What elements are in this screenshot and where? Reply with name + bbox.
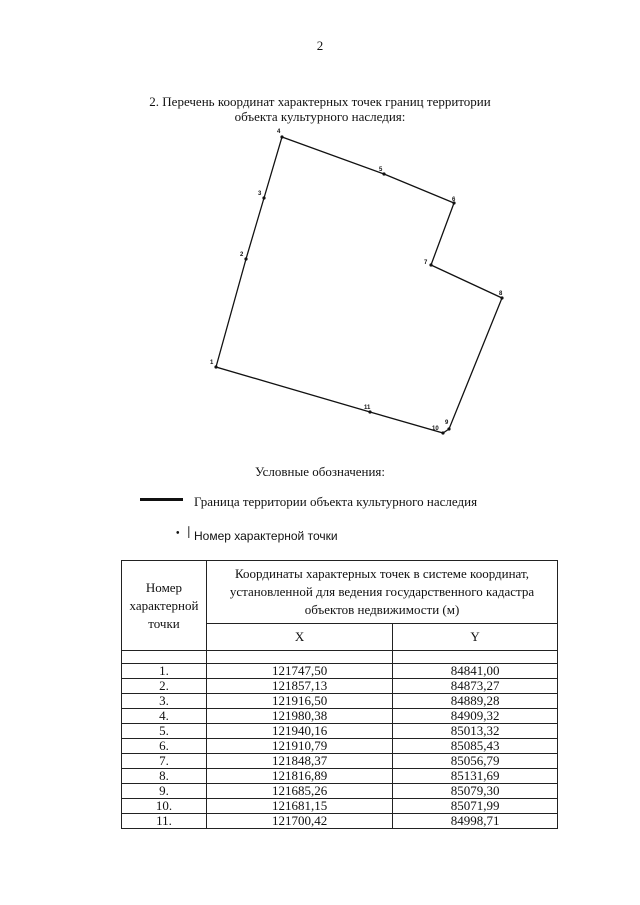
- point-markers: [210, 129, 504, 435]
- point-marker: [280, 135, 283, 138]
- cell-y: 85013,32: [393, 724, 558, 739]
- cell-y: 85079,30: [393, 784, 558, 799]
- table-row: [122, 754, 558, 769]
- cell-point-number: 9.: [122, 784, 207, 799]
- table-row: [122, 769, 558, 784]
- cell-x: 121848,37: [207, 754, 393, 769]
- coordinates-table: [121, 560, 558, 829]
- cell-point-number: 8.: [122, 769, 207, 784]
- cell-x: 121940,16: [207, 724, 393, 739]
- cell-point-number: 11.: [122, 814, 207, 829]
- cell-x: 121681,15: [207, 799, 393, 814]
- point-label: 9: [445, 420, 449, 426]
- cell-point-number: 3.: [122, 694, 207, 709]
- cell-y: 85131,69: [393, 769, 558, 784]
- cell-x: 121910,79: [207, 739, 393, 754]
- cell-point-number: 6.: [122, 739, 207, 754]
- legend-title: Условные обозначения:: [254, 464, 386, 479]
- legend-point-symbol: • ׀: [176, 528, 194, 539]
- cell-y: 85071,99: [393, 799, 558, 814]
- table-row: [122, 694, 558, 709]
- table-row: [122, 739, 558, 754]
- point-marker: [214, 365, 217, 368]
- table-row: [122, 709, 558, 724]
- point-label: 2: [240, 252, 244, 258]
- page-number: 2: [316, 38, 324, 53]
- cell-point-number: 5.: [122, 724, 207, 739]
- table-row: [122, 784, 558, 799]
- cell-x: 121700,42: [207, 814, 393, 829]
- cell-point-number: 4.: [122, 709, 207, 724]
- cell-point-number: 7.: [122, 754, 207, 769]
- point-marker: [429, 263, 432, 266]
- cell-y: 85085,43: [393, 739, 558, 754]
- cell-y: 84998,71: [393, 814, 558, 829]
- table-row: [122, 724, 558, 739]
- point-label: 11: [364, 405, 371, 411]
- cell-x: 121685,26: [207, 784, 393, 799]
- spacer-row: [122, 651, 558, 664]
- table-row: [122, 799, 558, 814]
- legend-point-label: Номер характерной точки: [194, 529, 338, 543]
- table-row: [122, 664, 558, 679]
- point-label: 6: [452, 197, 456, 203]
- point-label: 7: [424, 260, 428, 266]
- cell-x: 121857,13: [207, 679, 393, 694]
- point-label: 8: [499, 291, 503, 297]
- cell-y: 84873,27: [393, 679, 558, 694]
- boundary-polygon: [216, 137, 502, 433]
- point-label: 1: [210, 360, 214, 366]
- heading-line-1: 2. Перечень координат характерных точек границ территории: [149, 94, 491, 109]
- legend-boundary-label: Граница территории объекта культурного наследия: [194, 494, 478, 509]
- point-marker: [447, 427, 450, 430]
- point-marker: [441, 431, 444, 434]
- point-label: 5: [379, 167, 383, 173]
- cell-x: 121980,38: [207, 709, 393, 724]
- cell-x: 121916,50: [207, 694, 393, 709]
- cell-y: 84909,32: [393, 709, 558, 724]
- point-marker: [382, 172, 385, 175]
- heading-line-2: объекта культурного наследия:: [234, 109, 406, 124]
- point-marker: [244, 257, 247, 260]
- cell-y: 85056,79: [393, 754, 558, 769]
- cell-point-number: 1.: [122, 664, 207, 679]
- cell-point-number: 2.: [122, 679, 207, 694]
- cell-x: 121816,89: [207, 769, 393, 784]
- legend-boundary-symbol: [140, 498, 183, 501]
- header-coordinates: Координаты характерных точек в системе координат, установленной для ведения государственного кадастра объектов недвижимости (м): [207, 561, 558, 624]
- header-x: X: [207, 624, 393, 651]
- header-point-number: Номер характерной точки: [122, 561, 207, 651]
- cell-y: 84841,00: [393, 664, 558, 679]
- cell-y: 84889,28: [393, 694, 558, 709]
- point-label: 10: [432, 426, 439, 432]
- point-marker: [262, 196, 265, 199]
- point-label: 3: [258, 191, 262, 197]
- table-row: [122, 814, 558, 829]
- point-label: 4: [277, 129, 281, 135]
- cell-x: 121747,50: [207, 664, 393, 679]
- header-y: Y: [393, 624, 558, 651]
- cell-point-number: 10.: [122, 799, 207, 814]
- table-row: [122, 679, 558, 694]
